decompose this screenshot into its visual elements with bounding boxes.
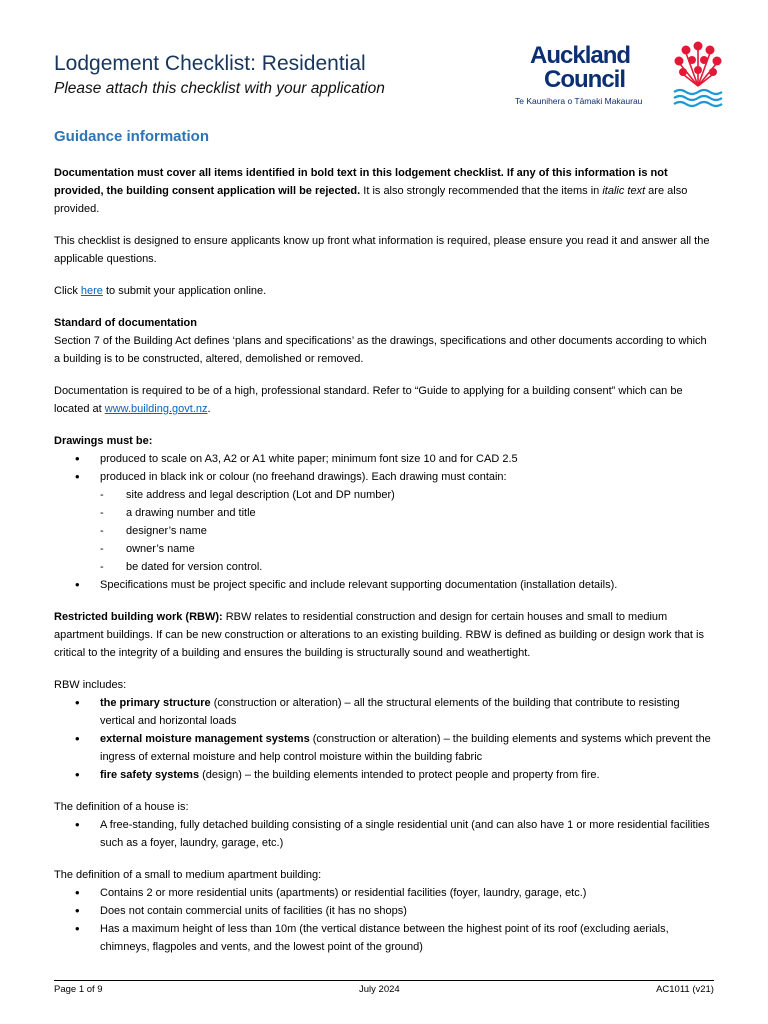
- standard-body: Section 7 of the Building Act defines ‘plans and specifications’ as the drawings, specifications and other documents according to which a building is to be constructed, altered, demolished or removed.: [54, 335, 707, 365]
- list-item: • fire safety systems (design) – the building elements intended to protect people and property from fire.: [54, 766, 714, 784]
- rbw-label: Restricted building work (RBW):: [54, 611, 223, 623]
- pohutukawa-flower-icon: [672, 38, 724, 108]
- logo-line-1: Auckland: [530, 42, 631, 69]
- submit-online-link[interactable]: here: [80, 285, 103, 297]
- logo-line-2: Council: [544, 66, 625, 93]
- house-heading: The definition of a house is:: [54, 801, 189, 813]
- list-item: • A free-standing, fully detached building consisting of a single residential unit (and can also have 1 or more residential facilities such as a foyer, laundry, garage, etc.): [54, 816, 714, 852]
- rbw-list: [54, 694, 714, 784]
- list-item: - designer’s name: [100, 522, 714, 540]
- logo-tagline: Te Kaunihera o Tāmaki Makaurau: [515, 96, 643, 106]
- drawings-list: [54, 450, 714, 594]
- document-body: [54, 126, 714, 970]
- guidance-intro: Documentation must cover all items identified in bold text in this lodgement checklist. If any of this information is not provided, the building consent application will be rejected. It is also strongly recommended that the items in italic text are also provided.: [54, 167, 688, 215]
- list-item: - site address and legal description (Lot and DP number): [100, 486, 714, 504]
- page-footer: [54, 980, 714, 995]
- list-item: • produced to scale on A3, A2 or A1 white paper; minimum font size 10 and for CAD 2.5: [54, 450, 714, 468]
- list-item: • Does not contain commercial units of facilities (it has no shops): [54, 902, 714, 920]
- page-header: [54, 50, 454, 100]
- list-item: • external moisture management systems (construction or alteration) – the building elements and systems which prevent the ingress of external moisture and help control moisture within the building fabric: [54, 730, 714, 766]
- rbw-paragraph: Restricted building work (RBW): RBW relates to residential construction and design for certain houses and small to medium apartment buildings. If can be new construction or alterations to an existing building. RBW is defined as building or design work that is critical to the integrity of a building and ensures the building is structurally sound and weathertight.: [54, 611, 704, 659]
- apartment-list: [54, 884, 714, 956]
- list-item: • the primary structure (construction or alteration) – all the structural elements of the building that contribute to resisting vertical and horizontal loads: [54, 694, 714, 730]
- house-list: [54, 816, 714, 852]
- list-item: • Has a maximum height of less than 10m (the vertical distance between the highest point of its roof (excluding aerials, chimneys, flagpoles and vents, and the lowest point of the ground): [54, 920, 714, 956]
- guidance-intro-bold: Documentation must cover all items identified in bold text in this lodgement checklist. If any of this information is not provided, the building consent application will be rejected.: [54, 167, 668, 197]
- page-title: Lodgement Checklist: Residential: [54, 52, 366, 75]
- list-item: - be dated for version control.: [100, 558, 714, 576]
- list-item: • Contains 2 or more residential units (apartments) or residential facilities (foyer, laundry, garage, etc.): [54, 884, 714, 902]
- page-number: Page 1 of 9: [54, 984, 103, 995]
- building-govt-link[interactable]: www.building.govt.nz: [104, 403, 208, 415]
- apartment-heading: The definition of a small to medium apartment building:: [54, 869, 322, 881]
- quality-paragraph: Documentation is required to be of a high, professional standard. Refer to “Guide to applying for a building consent” which can be located at www.building.govt.nz.: [54, 385, 683, 415]
- page-subtitle: Please attach this checklist with your application: [54, 80, 385, 97]
- drawings-heading: Drawings must be:: [54, 435, 153, 447]
- submit-online-paragraph: Click here to submit your application online.: [54, 285, 267, 297]
- document-code: AC1011 (v21): [656, 984, 714, 995]
- list-item: • produced in black ink or colour (no freehand drawings). Each drawing must contain: - site address and legal description (Lot and DP number) - a drawing number and title - designer’s name - owner’s name - be dated for version control.: [54, 468, 714, 576]
- standard-heading: Standard of documentation: [54, 317, 197, 329]
- list-item: - a drawing number and title: [100, 504, 714, 522]
- standard-section: [54, 314, 714, 368]
- list-item: • Specifications must be project specific and include relevant supporting documentation (installation details).: [54, 576, 714, 594]
- drawing-contents-list: [100, 486, 714, 576]
- rbw-includes-heading: RBW includes:: [54, 679, 127, 691]
- auckland-council-logo: [512, 38, 724, 114]
- list-item: - owner’s name: [100, 540, 714, 558]
- guidance-heading: Guidance information: [54, 128, 210, 145]
- checklist-paragraph: This checklist is designed to ensure applicants know up front what information is required, please ensure you read it and answer all the applicable questions.: [54, 235, 710, 265]
- footer-date: July 2024: [359, 984, 400, 995]
